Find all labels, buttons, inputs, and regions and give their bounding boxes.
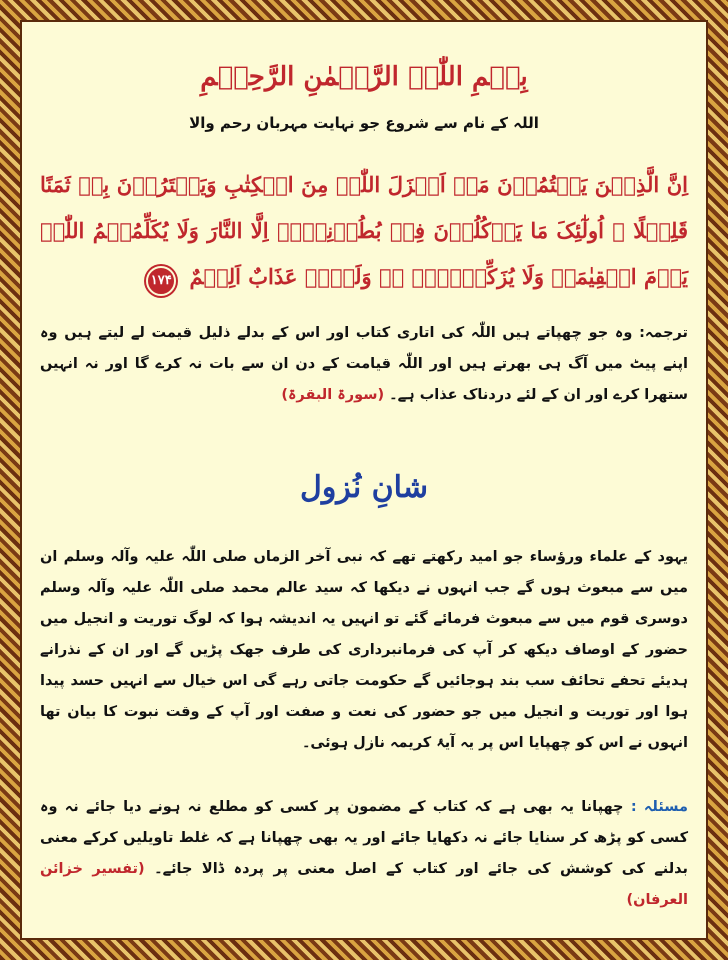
page (20, 20, 708, 940)
masala-text: چھپانا یہ بھی ہے کہ کتاب کے مضمون پر کسی کو مطلع نہ ہونے دیا جائے نہ وہ کسی کو پڑھ کر سنایا جائے نہ دکھایا جائے اور یہ بھی چھپانا ہے کہ غلط تاویلیں کرکے معنی بدلنے کی کوشش کی جائے اور کتاب کے اصل معنی پر پردہ ڈالا جائے۔ (40, 799, 688, 877)
masala-paragraph (40, 792, 688, 916)
masala-label: مسئلہ : (630, 799, 688, 815)
ayah (40, 162, 688, 300)
bismillah-translation: اللہ کے نام سے شروع جو نہایت مہربان رحم والا (189, 114, 539, 132)
translation-text: وہ جو چھپاتے ہیں اللّٰہ کی اتاری کتاب اور اس کے بدلے ذلیل قیمت لے لیتے ہیں وہ اپنے پیٹ میں آگ ہی بھرتے ہیں اور اللّٰہ قیامت کے دن ان سے بات نہ کرے گا اور نہ انہیں ستھرا کرے اور ان کے لئے دردناک عذاب ہے۔ (40, 325, 688, 403)
ayah-number-badge: ۱۷۴ (146, 266, 176, 296)
bismillah: بِسۡمِ اللّٰہِ الرَّحۡمٰنِ الرَّحِیۡمِ (200, 62, 528, 92)
translation (40, 318, 688, 411)
translation-label: ترجمہ: (639, 325, 688, 341)
ayah-text: اِنَّ الَّذِیۡنَ یَکۡتُمُوۡنَ مَاۤ اَنۡزَلَ اللّٰہُ مِنَ الۡکِتٰبِ وَیَشۡتَرُوۡنَ بِہٖ ثَمَنًا قَلِیۡلًا ۙ اُولٰٓئِکَ مَا یَاۡکُلُوۡنَ فِیۡ بُطُوۡنِہِمۡ اِلَّا النَّارَ وَلَا یُکَلِّمُہُمُ اللّٰہُ یَوۡمَ الۡقِیٰمَۃِ وَلَا یُزَکِّیۡہِمۡ ۚۖ وَلَہُمۡ عَذَابٌ اَلِیۡمٌ (40, 172, 688, 289)
shan-e-nuzool-paragraph: یہود کے علماء ورؤساء جو امید رکھتے تھے کہ نبی آخر الزماں صلی اللّٰہ علیہ وآلہ وسلم ان میں سے مبعوث ہوں گے جب انہوں نے دیکھا کہ سید عالم محمد صلی اللّٰہ علیہ وآلہ وسلم دوسری قوم میں سے مبعوث فرمائے گئے تو انہیں یہ اندیشہ ہوا کہ لوگ توریت و انجیل میں حضور کے اوصاف دیکھ کر آپ کی فرمانبرداری کی طرف جھک پڑیں گے اور ان کے نذرانے ہدیئے تحفے تحائف سب بند ہوجائیں گے حکومت جاتی رہے گی اس خیال سے انہیں حسد پیدا ہوا اور توریت و انجیل میں جو حضور کی نعت و صفت اور آپ کے وقت نبوت کا بیان تھا انہوں نے اس کو چھپایا اس پر یہ آیۂ کریمہ نازل ہوئی۔ (40, 549, 688, 751)
masala-reference: (تفسیر خزائن العرفان) (40, 861, 688, 908)
translation-reference: (سورۃ البقرۃ) (281, 387, 385, 403)
section-heading: شانِ نُزول (300, 470, 428, 505)
